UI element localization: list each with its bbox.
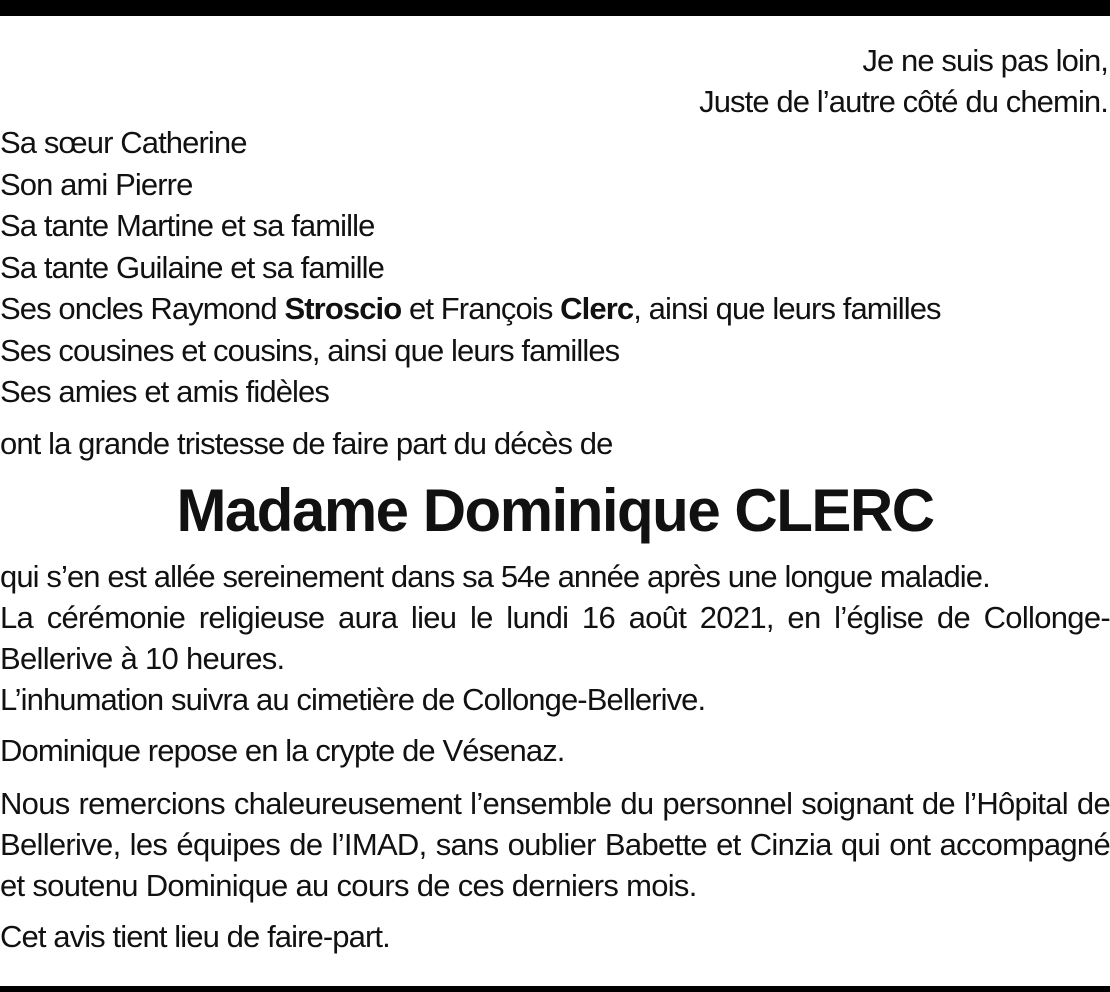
uncles-text-1: Ses oncles Raymond xyxy=(0,291,285,326)
announcement-intro: ont la grande tristesse de faire part du décès de xyxy=(0,425,613,461)
acknowledgements: Nous remercions chaleureusement l’ensemble du personnel soignant de l’Hôpital de Bellerive, les équipes de l’IMAD, sans oublier Babette et Cinzia qui ont accompagné et soutenu Dominique au cours de ces derniers mois. xyxy=(0,785,1110,903)
poem-line-2: Juste de l’autre côté du chemin. xyxy=(699,84,1108,119)
family-list xyxy=(0,122,1110,413)
resting-place: Dominique repose en la crypte de Vésenaz. xyxy=(0,732,565,768)
uncle-surname-stroscio: Stroscio xyxy=(284,291,402,326)
family-line-sister: Sa sœur Catherine xyxy=(0,125,247,160)
ceremony-details: La cérémonie religieuse aura lieu le lundi 16 août 2021, en l’église de Collonge-Bellerive à 10 heures. xyxy=(0,599,1110,676)
passing-statement: qui s’en est allée sereinement dans sa 54e année après une longue maladie. xyxy=(0,558,990,594)
uncles-text-3: , ainsi que leurs familles xyxy=(633,291,941,326)
obituary-notice xyxy=(0,40,1110,957)
uncles-text-2: et François xyxy=(401,291,561,326)
family-line-friends: Ses amies et amis fidèles xyxy=(0,374,329,409)
family-line-aunt-guilaine: Sa tante Guilaine et sa famille xyxy=(0,249,384,285)
top-border-rule xyxy=(0,0,1110,16)
family-line-uncles xyxy=(0,288,1110,330)
deceased-name-heading: Madame Dominique CLERC xyxy=(176,476,934,544)
notice-statement: Cet avis tient lieu de faire-part. xyxy=(0,918,390,954)
family-line-friend: Son ami Pierre xyxy=(0,166,193,202)
bottom-border-rule xyxy=(0,986,1110,992)
family-line-aunt-martine: Sa tante Martine et sa famille xyxy=(0,208,375,243)
burial-details: L’inhumation suivra au cimetière de Collonge-Bellerive. xyxy=(0,681,706,717)
poem-line-1: Je ne suis pas loin, xyxy=(862,43,1108,78)
poem-quote xyxy=(0,40,1110,122)
uncle-surname-clerc: Clerc xyxy=(560,291,634,326)
family-line-cousins: Ses cousines et cousins, ainsi que leurs familles xyxy=(0,332,620,368)
